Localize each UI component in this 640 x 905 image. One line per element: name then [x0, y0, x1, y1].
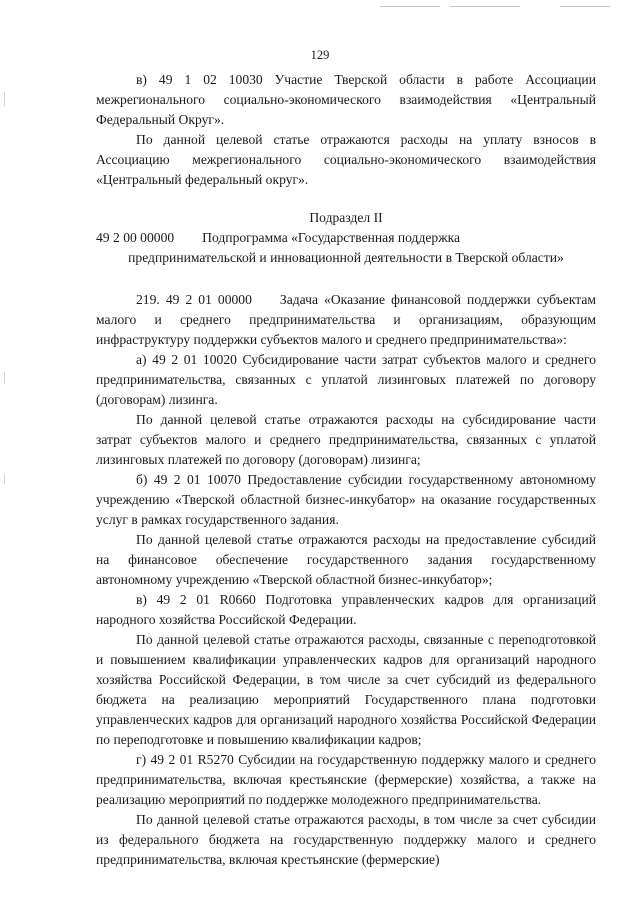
task-paragraph	[96, 290, 596, 350]
item-c: в) 49 2 01 R0660 Подготовка управленческих кадров для организаций народного хозяйства Российской Федерации.	[96, 592, 596, 627]
scan-margin-mark	[4, 474, 5, 484]
document-body	[96, 70, 596, 870]
scan-artifact-line	[560, 6, 610, 7]
scan-margin-mark	[4, 92, 5, 106]
subsection-heading	[96, 228, 596, 248]
item-b-description: По данной целевой статье отражаются расходы на предоставление субсидий на финансовое обеспечение государственного задания государственному автономному учреждению «Тверской областной бизнес-инкубатор»;	[96, 532, 596, 587]
item-c-description: По данной целевой статье отражаются расходы, связанные с переподготовкой и повышением квалификации управленческих кадров для организаций народного хозяйства Российской Федерации, в том числе за счет субсидий из федерального бюджета на реализацию мероприятий Государственного плана подготовки управленческих кадров для организаций народного хозяйства Российской Федерации по переподготовке и повышению квалификации кадров;	[96, 632, 596, 747]
item-a-description: По данной целевой статье отражаются расходы на субсидирование части затрат субъектов малого и среднего предпринимательства, связанных с уплатой лизинговых платежей по договору (договорам) лизинга;	[96, 412, 596, 467]
subsection-code: 49 2 00 00000	[96, 230, 175, 245]
subsection-name-line1: Подпрограмма «Государственная поддержка	[202, 230, 461, 245]
scan-artifact-line	[380, 6, 440, 7]
task-code: 219. 49 2 01 00000	[136, 292, 252, 307]
task-text: Задача «Оказание финансовой поддержки субъектам малого и среднего предпринимательства и организациям, образующим инфраструктуру поддержки субъектов малого и среднего предпринимательства»:	[96, 292, 596, 347]
scan-margin-mark	[4, 372, 5, 384]
item-d-description: По данной целевой статье отражаются расходы, в том числе за счет субсидии из федерального бюджета на государственную поддержку малого и среднего предпринимательства, включая крестьянские (фермерские)	[96, 812, 596, 867]
page-number: 129	[310, 48, 330, 62]
scan-artifact-line	[450, 6, 520, 7]
item-d: г) 49 2 01 R5270 Субсидии на государственную поддержку малого и среднего предпринимательства, включая крестьянские (фермерские) хозяйства, а также на реализацию мероприятий по поддержке молодежного предпринимательства.	[96, 752, 596, 807]
subsection-title: Подраздел II	[309, 210, 383, 225]
paragraph-association-description: По данной целевой статье отражаются расходы на уплату взносов в Ассоциацию межрегионального социально-экономического взаимодействия «Центральный федеральный округ».	[96, 132, 596, 187]
subsection-name-line2: предпринимательской и инновационной деятельности в Тверской области»	[128, 250, 564, 265]
paragraph-association-item: в) 49 1 02 10030 Участие Тверской области в работе Ассоциации межрегионального социально-экономического взаимодействия «Центральный Федеральный Округ».	[96, 72, 596, 127]
item-b: б) 49 2 01 10070 Предоставление субсидии государственному автономному учреждению «Тверской областной бизнес-инкубатор» на оказание государственных услуг в рамках государственного задания.	[96, 472, 596, 527]
item-a: а) 49 2 01 10020 Субсидирование части затрат субъектов малого и среднего предпринимательства, связанных с уплатой лизинговых платежей по договору (договорам) лизинга.	[96, 352, 596, 407]
